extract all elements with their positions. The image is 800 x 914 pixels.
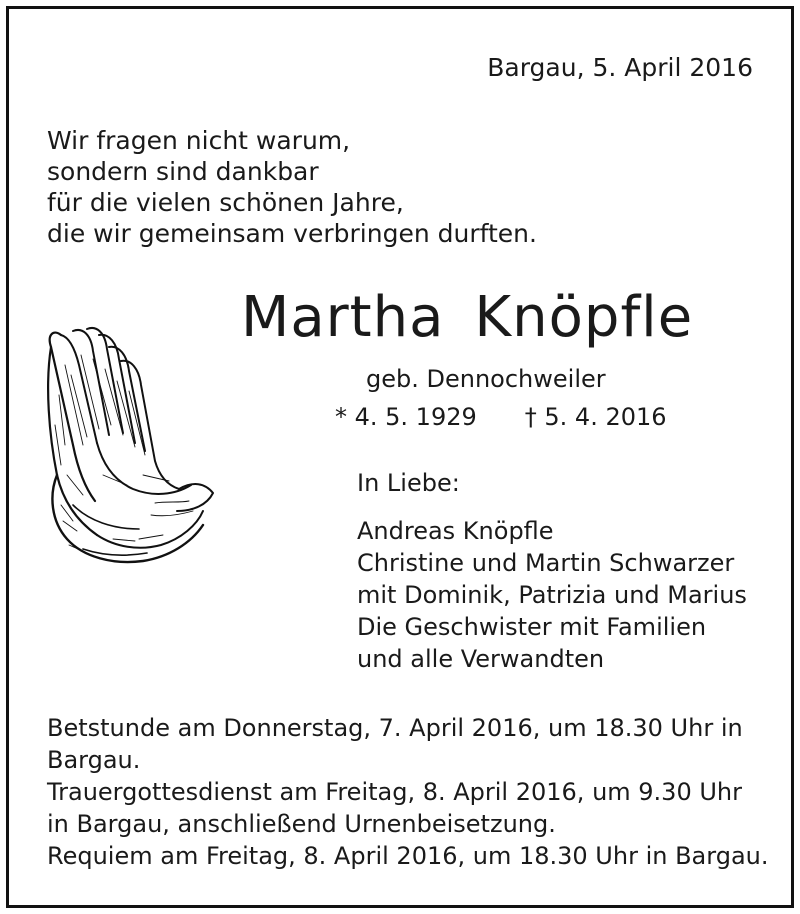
service-line: Betstunde am Donnerstag, 7. April 2016, um 18.30 Uhr in <box>47 714 743 742</box>
birth-name: geb. Dennochweiler <box>366 365 606 393</box>
service-line: Bargau. <box>47 746 141 774</box>
service-details <box>47 712 769 872</box>
obituary-frame <box>6 6 794 908</box>
service-line: Trauergottesdienst am Freitag, 8. April 2016, um 9.30 Uhr <box>47 778 742 806</box>
place-date: Bargau, 5. April 2016 <box>487 53 753 82</box>
birth-date: * 4. 5. 1929 <box>335 403 477 431</box>
quote-line: die wir gemeinsam verbringen durften. <box>47 219 537 248</box>
quote-line: Wir fragen nicht warum, <box>47 126 351 155</box>
service-line: Requiem am Freitag, 8. April 2016, um 18.30 Uhr in Bargau. <box>47 842 769 870</box>
mourner-line: mit Dominik, Patrizia und Marius <box>357 581 747 609</box>
mourner-line: und alle Verwandten <box>357 645 605 673</box>
deceased-name <box>241 285 693 350</box>
mourner-line: Die Geschwister mit Familien <box>357 613 707 641</box>
last-name: Knöpfle <box>474 285 694 350</box>
quote-line: für die vielen schönen Jahre, <box>47 188 404 217</box>
first-name: Martha <box>241 285 445 350</box>
praying-hands-icon <box>43 325 219 571</box>
mourner-line: Andreas Knöpfle <box>357 517 554 545</box>
death-date: † 5. 4. 2016 <box>524 403 667 431</box>
quote-line: sondern sind dankbar <box>47 157 319 186</box>
quote <box>47 125 537 249</box>
mourner-line: Christine und Martin Schwarzer <box>357 549 735 577</box>
life-dates <box>335 403 667 431</box>
mourners <box>357 467 747 675</box>
service-line: in Bargau, anschließend Urnenbeisetzung. <box>47 810 556 838</box>
mourners-label: In Liebe: <box>357 469 460 497</box>
